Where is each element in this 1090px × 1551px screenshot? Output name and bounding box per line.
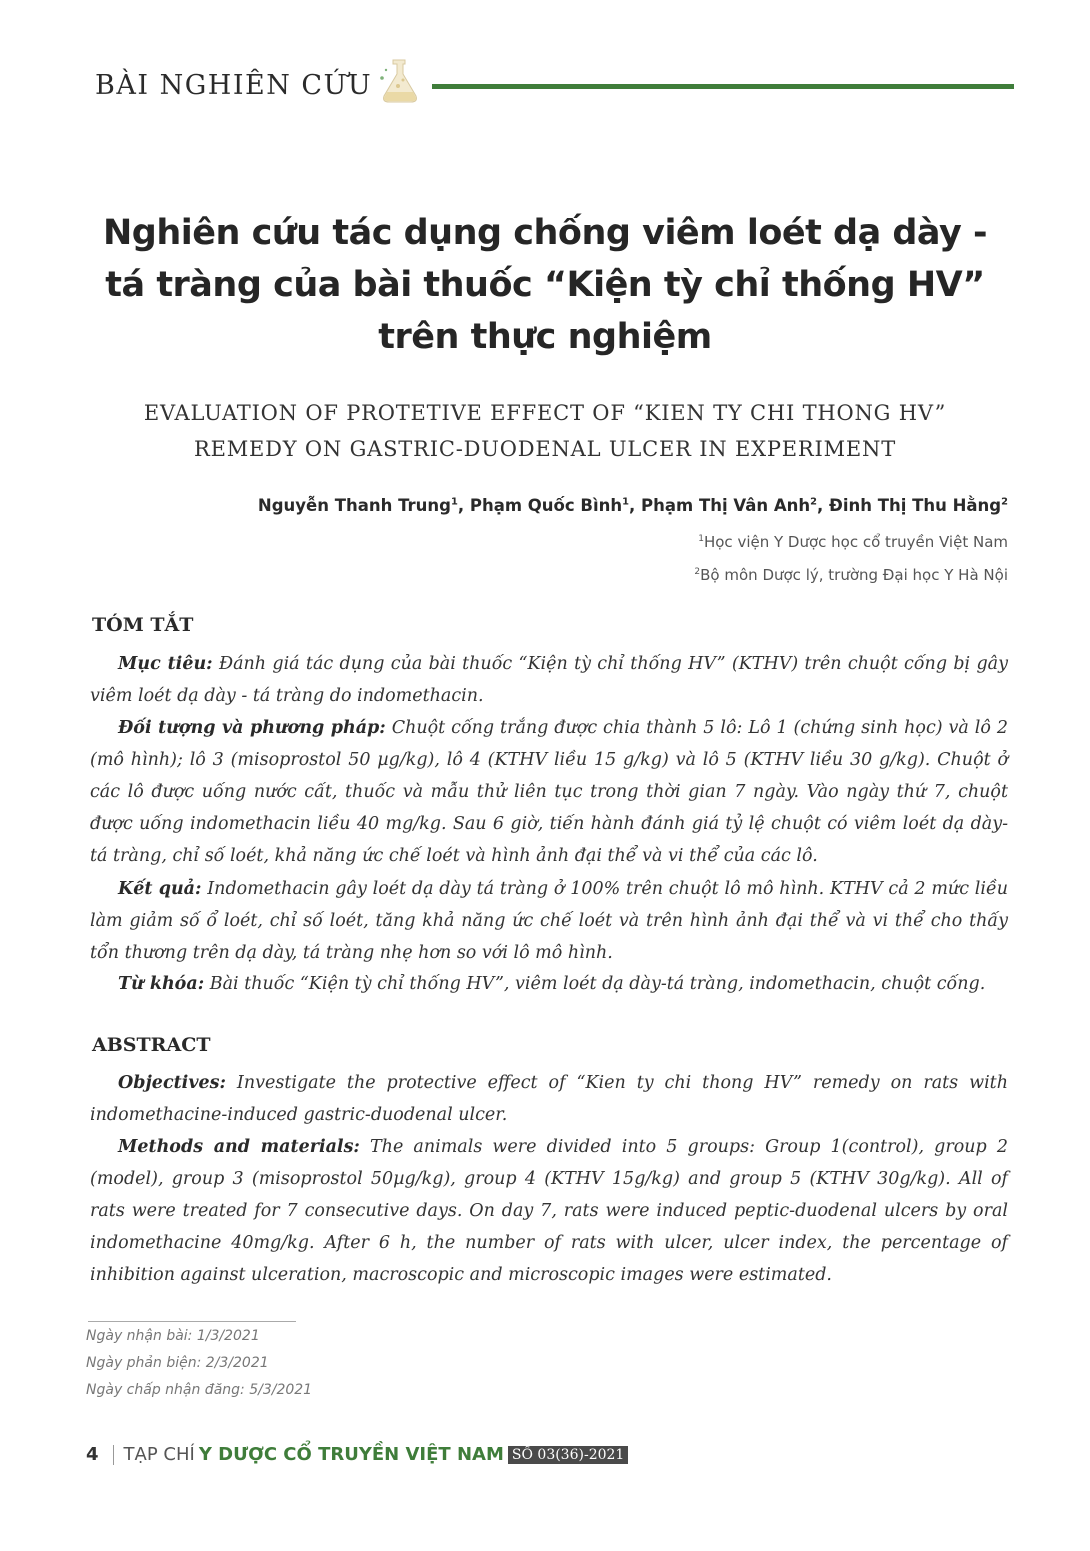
- page-number: 4: [86, 1444, 99, 1465]
- affiliation-text: Bộ môn Dược lý, trường Đại học Y Hà Nội: [700, 566, 1008, 584]
- section-label: BÀI NGHIÊN CỨU: [95, 69, 373, 101]
- footnote-divider: [88, 1321, 296, 1322]
- paragraph-text: Bài thuốc “Kiện tỳ chỉ thống HV”, viêm loét dạ dày-tá tràng, indomethacin, chuột cống.: [209, 974, 986, 994]
- paragraph-text: The animals were divided into 5 groups: Group 1(control), group 2 (model), group 3 (misoprostol 50µg/kg), group 4 (KTHV 15g/kg) and group 5 (KTHV 30g/kg). All of rats were treated for 7 consecutive days. On day 7, rats were induced peptic-duodenal ulcers by oral indomethacine 40mg/kg. After 6 h, the number of rats with ulcer, ulcer index, the percentage of inhibition against ulceration, macroscopic and microscopic images were estimated.: [90, 1137, 1008, 1285]
- footnote-reviewed: Ngày phản biện: 2/3/2021: [86, 1355, 269, 1371]
- english-title: [60, 395, 1030, 467]
- paragraph-label: Objectives:: [118, 1073, 226, 1093]
- paragraph-label: Methods and materials:: [118, 1137, 360, 1157]
- paragraph: [90, 873, 1008, 969]
- author-affil-mark: 1: [450, 496, 458, 508]
- affiliation-mark: 1: [698, 534, 704, 544]
- affiliation-mark: 2: [694, 567, 701, 577]
- subtitle-line: REMEDY ON GASTRIC-DUODENAL ULCER IN EXPERIMENT: [193, 437, 897, 461]
- title-line: trên thực nghiệm: [378, 317, 712, 357]
- paragraph-label: Đối tượng và phương pháp:: [118, 718, 386, 738]
- author-affil-mark: 1: [622, 496, 630, 508]
- journal-prefix: TẠP CHÍ: [123, 1444, 195, 1465]
- paragraph-text: Chuột cống trắng được chia thành 5 lô: Lô 1 (chứng sinh học) và lô 2 (mô hình); lô 3 (misoprostol 50 µg/kg), lô 4 (KTHV liều 15 g/kg) và lô 5 (KTHV liều 30 g/kg). Chuột ở các lô được uống nước cất, thuốc và mẫu thử liên tục trong thời gian 7 ngày. Vào ngày thứ 7, chuột được uống indomethacin liều 40 mg/kg. Sau 6 giờ, tiến hành đánh giá tỷ lệ chuột có viêm loét dạ dày-tá tràng, chỉ số loét, khả năng ức chế loét và hình ảnh đại thể và vi thể của các lô.: [90, 718, 1008, 866]
- paragraph: [90, 1067, 1008, 1131]
- section-heading: ABSTRACT: [92, 1034, 211, 1056]
- author-name: Nguyễn Thanh Trung: [257, 496, 451, 515]
- section-header: [95, 62, 422, 108]
- paragraph: [90, 712, 1008, 872]
- author-name: Đinh Thị Thu Hằng: [829, 496, 1002, 515]
- footer-divider: [113, 1445, 114, 1465]
- author-name: Phạm Quốc Bình: [469, 496, 623, 515]
- paragraph: [90, 968, 1008, 1000]
- affiliation-text: Học viện Y Dược học cổ truyền Việt Nam: [703, 533, 1008, 551]
- page-footer: [86, 1444, 628, 1465]
- flask-icon: [378, 56, 422, 108]
- paragraph: [90, 648, 1008, 712]
- affiliation: [698, 533, 1008, 551]
- author-affil-mark: 2: [1001, 496, 1008, 508]
- paragraph-text: Indomethacin gây loét dạ dày tá tràng ở 100% trên chuột lô mô hình. KTHV cả 2 mức liều làm giảm số ổ loét, chỉ số loét, tăng khả năng ức chế loét và trên hình ảnh đại thể và vi thể cho thấy tổn thương trên dạ dày, tá tràng nhẹ hơn so với lô mô hình.: [90, 879, 1008, 963]
- author-list: Nguyễn Thanh Trung$^1$, Phạm Quốc Bình$^1$, Phạm Thị Vân Anh$^2$, Đinh Thị Thu Hằng$^2$: [257, 496, 1008, 515]
- affiliation: [694, 566, 1008, 584]
- paragraph-label: Từ khóa:: [118, 974, 205, 994]
- paragraph-text: Investigate the protective effect of “Kien ty chi thong HV” remedy on rats with indomethacine-induced gastric-duodenal ulcer.: [90, 1073, 1008, 1125]
- article-title: [60, 207, 1030, 363]
- title-line: tá tràng của bài thuốc “Kiện tỳ chỉ thống HV”: [105, 265, 985, 305]
- header-rule: [432, 84, 1014, 89]
- issue-badge: SỐ 03(36)-2021: [508, 1446, 628, 1464]
- paragraph: [90, 1131, 1008, 1291]
- journal-name: Y DƯỢC CỔ TRUYỀN VIỆT NAM: [198, 1444, 504, 1465]
- paragraph-label: Mục tiêu:: [118, 654, 213, 674]
- subtitle-line: EVALUATION OF PROTETIVE EFFECT OF “KIEN TY CHI THONG HV”: [143, 401, 947, 425]
- paragraph-text: Đánh giá tác dụng của bài thuốc “Kiện tỳ chỉ thống HV” (KTHV) trên chuột cống bị gây viêm loét dạ dày - tá tràng do indomethacin.: [90, 654, 1008, 706]
- author-name: Phạm Thị Vân Anh: [641, 496, 811, 515]
- title-line: Nghiên cứu tác dụng chống viêm loét dạ dày -: [102, 213, 988, 253]
- paragraph-label: Kết quả:: [118, 879, 202, 899]
- footnote-received: Ngày nhận bài: 1/3/2021: [86, 1328, 260, 1344]
- section-heading: TÓM TẮT: [92, 614, 194, 636]
- footnote-accepted: Ngày chấp nhận đăng: 5/3/2021: [86, 1382, 313, 1398]
- author-affil-mark: 2: [810, 496, 817, 508]
